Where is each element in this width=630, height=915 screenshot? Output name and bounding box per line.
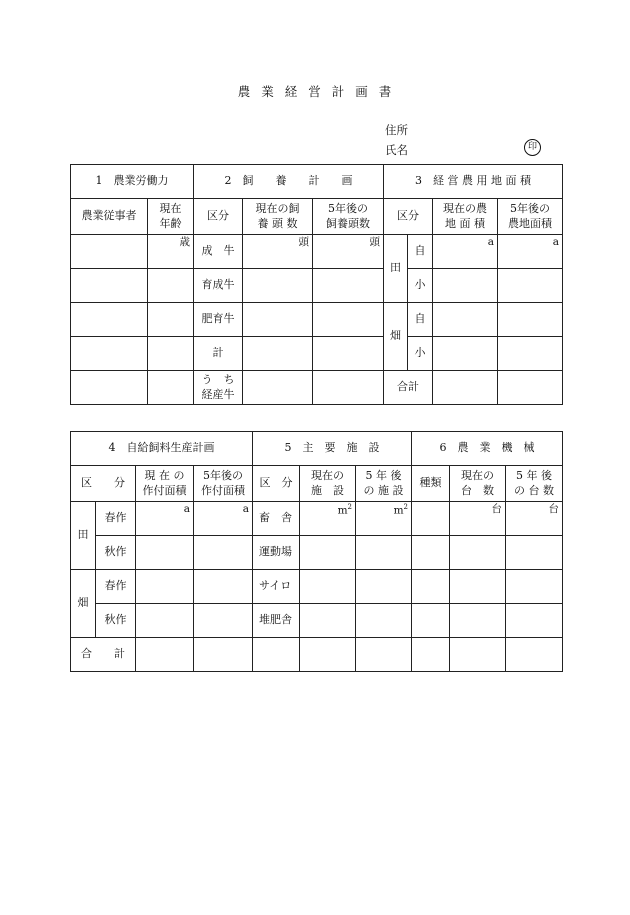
crop-area-cell[interactable]: [194, 570, 253, 604]
row-fattening-cattle: 肥育牛: [194, 303, 243, 337]
area-cell[interactable]: [433, 303, 498, 337]
section-labor-header: 1 農業労働力: [71, 165, 194, 199]
count-cell[interactable]: [506, 570, 563, 604]
machine-type-cell[interactable]: [412, 502, 450, 536]
worker-cell[interactable]: [71, 303, 148, 337]
count-cell[interactable]: [506, 604, 563, 638]
area-cell[interactable]: [498, 303, 563, 337]
head-cell[interactable]: [243, 269, 313, 303]
row-adult-cattle: 成 牛: [194, 235, 243, 269]
facility-cell[interactable]: [356, 638, 412, 672]
row-young-cattle: 育成牛: [194, 269, 243, 303]
document-title: 農業経営計画書: [237, 84, 403, 99]
labor-feed-land-table: [70, 164, 563, 405]
crop-area-cell[interactable]: [194, 638, 253, 672]
count-unit[interactable]: 台: [450, 502, 506, 536]
worker-cell[interactable]: [71, 269, 148, 303]
head-cell[interactable]: [313, 303, 384, 337]
facility-cell[interactable]: [300, 536, 356, 570]
facility-silo: サイロ: [253, 570, 300, 604]
count-cell[interactable]: [450, 604, 506, 638]
facility-cell[interactable]: [300, 638, 356, 672]
row-parous-cattle: う ち 経産牛: [194, 371, 243, 405]
facility-cell[interactable]: [356, 570, 412, 604]
name-label: 氏名: [385, 143, 408, 157]
age-cell[interactable]: [148, 371, 194, 405]
count-cell[interactable]: [506, 638, 563, 672]
col-current-count: 現在の 台 数: [450, 466, 506, 502]
head-cell[interactable]: [313, 269, 384, 303]
count-cell[interactable]: [506, 536, 563, 570]
head-cell[interactable]: [313, 371, 384, 405]
crop-area-cell[interactable]: [136, 536, 194, 570]
section-feeding-plan-header: 2 飼 養 計 画: [194, 165, 384, 199]
crop-area-cell[interactable]: [136, 604, 194, 638]
head-unit[interactable]: 頭: [243, 235, 313, 269]
facility-cell[interactable]: [356, 604, 412, 638]
crop-spring: 春作: [96, 570, 136, 604]
area-unit[interactable]: a: [194, 502, 253, 536]
area-cell[interactable]: [498, 337, 563, 371]
section-facility-header: 5 主 要 施 設: [253, 432, 412, 466]
machine-type-cell[interactable]: [412, 604, 450, 638]
section-machinery-header: 6 農 業 機 械: [412, 432, 563, 466]
facility-blank[interactable]: [253, 638, 300, 672]
facility-cell[interactable]: [300, 604, 356, 638]
area-cell[interactable]: [433, 269, 498, 303]
col-current-head: 現在の飼 養 頭 数: [243, 199, 313, 235]
count-cell[interactable]: [450, 570, 506, 604]
crop-autumn: 秋作: [96, 604, 136, 638]
land-tenant: 小: [408, 337, 433, 371]
area-cell[interactable]: [433, 337, 498, 371]
machine-type-cell[interactable]: [412, 536, 450, 570]
col-future-facility: 5 年 後 の 施 設: [356, 466, 412, 502]
machine-type-cell[interactable]: [412, 638, 450, 672]
seal-mark: 印: [524, 139, 541, 156]
col-cattle-category: 区分: [194, 199, 243, 235]
area-unit[interactable]: a: [433, 235, 498, 269]
count-cell[interactable]: [450, 638, 506, 672]
worker-cell[interactable]: [71, 371, 148, 405]
feed-facility-machinery-table: [70, 431, 563, 672]
crop-area-cell[interactable]: [194, 604, 253, 638]
section-feed-crop-header: 4 自給飼料生産計画: [71, 432, 253, 466]
crop-autumn: 秋作: [96, 536, 136, 570]
area-cell[interactable]: [498, 371, 563, 405]
facility-barn: 畜 舎: [253, 502, 300, 536]
head-cell[interactable]: [313, 337, 384, 371]
worker-cell[interactable]: [71, 337, 148, 371]
area-cell[interactable]: [433, 371, 498, 405]
head-cell[interactable]: [243, 337, 313, 371]
land-upland: 畑: [384, 303, 408, 371]
col-future-area: 5年後の 農地面積: [498, 199, 563, 235]
crop-area-cell[interactable]: [194, 536, 253, 570]
col-future-count: 5 年 後 の 台 数: [506, 466, 563, 502]
worker-cell[interactable]: [71, 235, 148, 269]
col-future-crop-area: 5年後の 作付面積: [194, 466, 253, 502]
crop-paddy: 田: [71, 502, 96, 570]
facility-cell[interactable]: [356, 536, 412, 570]
crop-spring: 春作: [96, 502, 136, 536]
crop-area-cell[interactable]: [136, 638, 194, 672]
land-total: 合計: [384, 371, 433, 405]
area-unit[interactable]: a: [498, 235, 563, 269]
age-cell[interactable]: [148, 303, 194, 337]
head-unit[interactable]: 頭: [313, 235, 384, 269]
count-unit[interactable]: 台: [506, 502, 563, 536]
crop-upland: 畑: [71, 570, 96, 638]
head-cell[interactable]: [243, 303, 313, 337]
col-workers: 農業従事者: [71, 199, 148, 235]
m2-unit[interactable]: $m^2$: [356, 502, 412, 536]
machine-type-cell[interactable]: [412, 570, 450, 604]
col-facility-category: 区 分: [253, 466, 300, 502]
section-land-area-header: 3 経 営 農 用 地 面 積: [384, 165, 563, 199]
facility-cell[interactable]: [300, 570, 356, 604]
col-land-category: 区分: [384, 199, 433, 235]
land-owned: 自: [408, 235, 433, 269]
area-unit[interactable]: a: [136, 502, 194, 536]
area-cell[interactable]: [498, 269, 563, 303]
col-current-area: 現在の農 地 面 積: [433, 199, 498, 235]
facility-compost-shed: 堆肥舎: [253, 604, 300, 638]
age-cell[interactable]: [148, 269, 194, 303]
col-current-facility: 現在の 施 設: [300, 466, 356, 502]
land-owned: 自: [408, 303, 433, 337]
col-future-head: 5年後の 飼養頭数: [313, 199, 384, 235]
col-age: 現在 年齢: [148, 199, 194, 235]
address-label: 住所: [385, 123, 408, 137]
crop-area-cell[interactable]: [136, 570, 194, 604]
col-machine-type: 種類: [412, 466, 450, 502]
land-tenant: 小: [408, 269, 433, 303]
row-cattle-total: 計: [194, 337, 243, 371]
m2-unit[interactable]: $m^2$: [300, 502, 356, 536]
head-cell[interactable]: [243, 371, 313, 405]
col-current-crop-area: 現 在 の 作付面積: [136, 466, 194, 502]
land-paddy: 田: [384, 235, 408, 303]
crop-total: 合 計: [71, 638, 136, 672]
age-cell[interactable]: [148, 337, 194, 371]
count-cell[interactable]: [450, 536, 506, 570]
age-unit[interactable]: 歳: [148, 235, 194, 269]
facility-exercise-yard: 運動場: [253, 536, 300, 570]
col-crop-category: 区 分: [71, 466, 136, 502]
